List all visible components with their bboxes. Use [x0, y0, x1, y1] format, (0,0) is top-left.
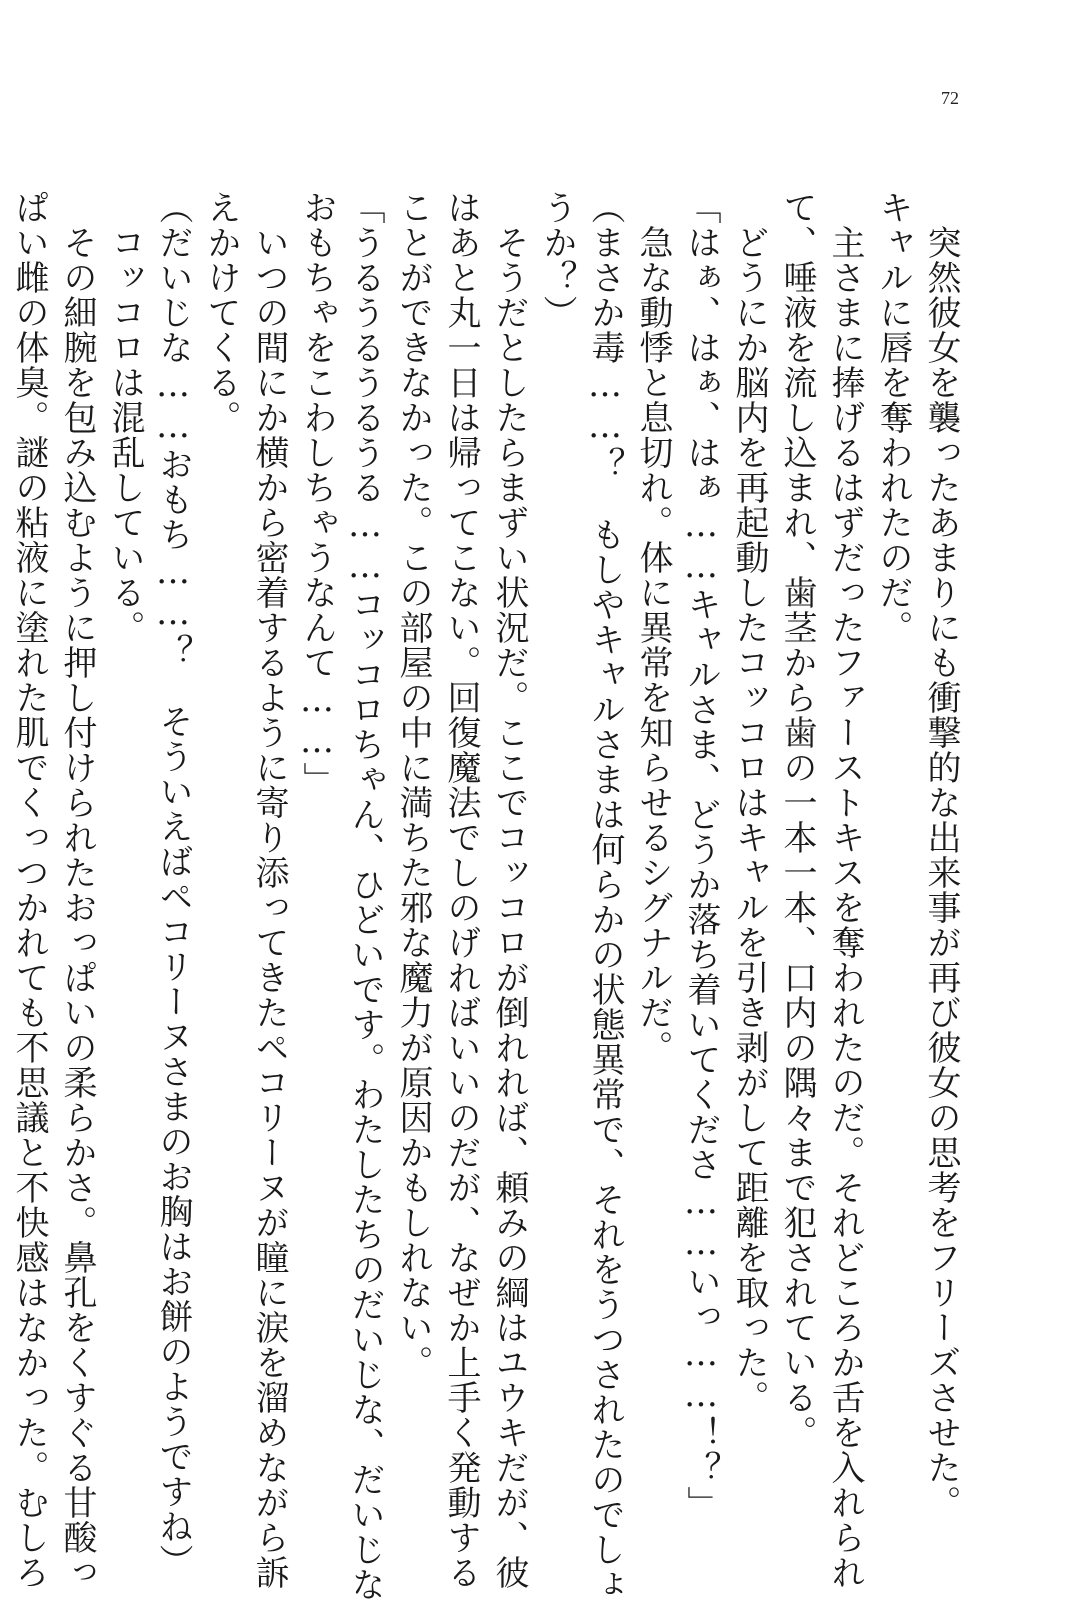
text-line: （まさか毒……？ もしやキャルさまは何らかの状態異常で、それをうつされたのでしょ: [585, 190, 625, 1602]
vertical-text-body: [5, 190, 965, 1602]
text-line: 「はぁ、はぁ、はぁ……キャルさま、どうか落ち着いてくださ……いっ……！？」: [681, 190, 721, 1521]
text-line: そうだとしたらまずい状況だ。ここでコッコロが倒れれば、頼みの綱はユウキだが、彼: [489, 190, 529, 1590]
text-line: いつの間にか横から密着するように寄り添ってきたペコリーヌが瞳に涙を溜めながら訴: [249, 190, 289, 1590]
text-line: 突然彼女を襲ったあまりにも衝撃的な出来事が再び彼女の思考をフリーズさせた。: [921, 190, 961, 1520]
text-line: て、唾液を流し込まれ、歯茎から歯の一本一本、口内の隅々まで犯されている。: [777, 190, 817, 1450]
text-line: 主さまに捧げるはずだったファーストキスを奪われたのだ。それどころか舌を入れられ: [825, 190, 865, 1590]
text-line: （だいじな……おもち……？ そういえばペコリーヌさまのお胸はお餅のようですね）: [153, 190, 193, 1579]
text-line: おもちゃをこわしちゃうなんて……」: [297, 190, 337, 797]
text-line: えかけてくる。: [201, 190, 241, 435]
text-line: どうにか脳内を再起動したコッコロはキャルを引き剥がして距離を取った。: [729, 190, 769, 1415]
page-number: 72: [941, 88, 959, 108]
text-line: キャルに唇を奪われたのだ。: [873, 190, 913, 645]
text-line: 急な動悸と息切れ。体に異常を知らせるシグナルだ。: [633, 190, 673, 1065]
text-line: ぱい雌の体臭。謎の粘液に塗れた肌でくっつかれても不思議と不快感はなかった。むしろ: [9, 190, 49, 1590]
text-line: 「うるうるうるうる……コッコロちゃん、ひどいです。わたしたちのだいじな、だいじな: [345, 190, 385, 1602]
text-line: はあと丸一日は帰ってこない。回復魔法でしのげればいいのだが、なぜか上手く発動する: [441, 190, 481, 1590]
text-line: ことができなかった。この部屋の中に満ちた邪な魔力が原因かもしれない。: [393, 190, 433, 1380]
text-line: コッコロは混乱している。: [105, 190, 145, 645]
text-line: その細腕を包み込むように押し付けられたおっぱいの柔らかさ。鼻孔をくすぐる甘酸っ: [57, 190, 97, 1590]
text-line: うか？）: [537, 190, 577, 330]
